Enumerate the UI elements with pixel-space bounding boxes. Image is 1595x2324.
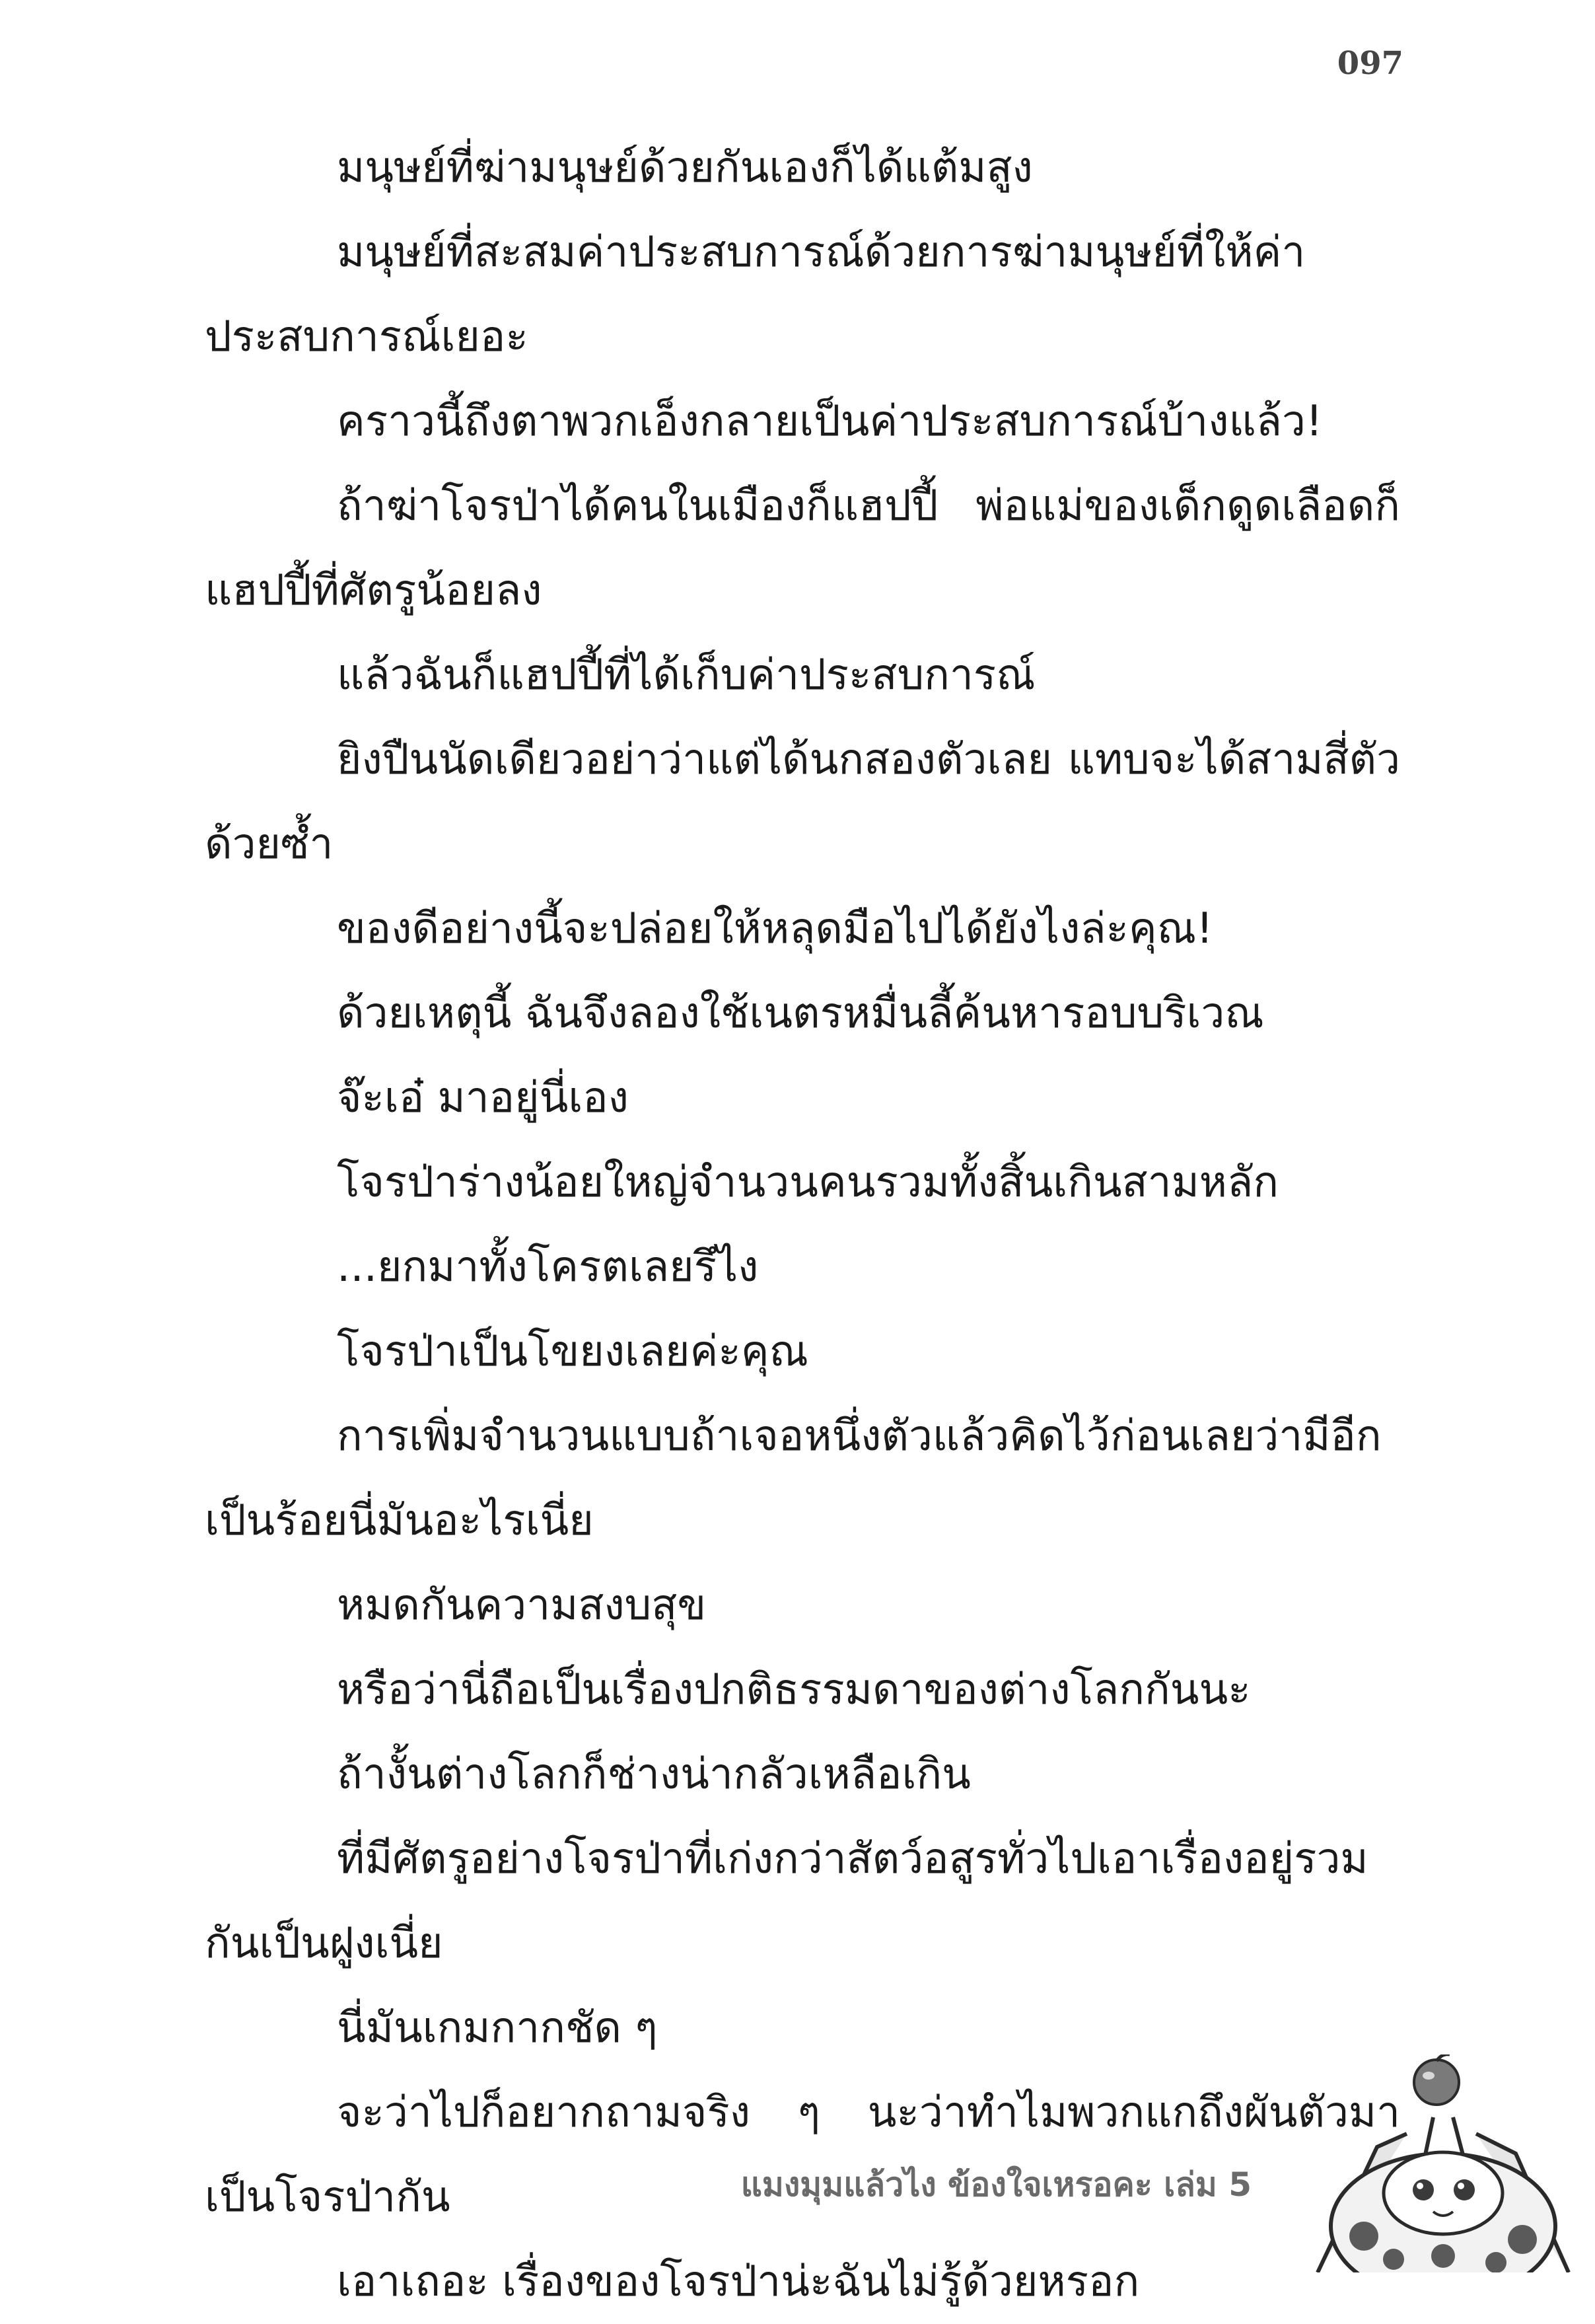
page-number: 097 (1337, 45, 1403, 82)
paragraph: มนุษย์ที่ฆ่ามนุษย์ด้วยกันเองก็ได้แต้มสูง (337, 143, 1033, 192)
spider-mascot-icon (1278, 2054, 1595, 2272)
paragraph: ถ้างั้นต่างโลกก็ช่างน่ากลัวเหลือเกิน (337, 1750, 971, 1799)
paragraph: เอาเถอะ เรื่องของโจรป่าน่ะฉันไม่รู้ด้วยหรอก (337, 2257, 1140, 2306)
paragraph: มนุษย์ที่สะสมค่าประสบการณ์ด้วยการฆ่ามนุษย์ที่ให้ค่าประสบการณ์เยอะ (205, 228, 1306, 361)
paragraph: คราวนี้ถึงตาพวกเอ็งกลายเป็นค่าประสบการณ์บ้างแล้ว! (337, 397, 1323, 446)
paragraph: ด้วยเหตุนี้ ฉันจึงลองใช้เนตรหมื่นลี้ค้นหารอบบริเวณ (337, 989, 1264, 1038)
paragraph: ยิงปืนนัดเดียวอย่าว่าแต่ได้นกสองตัวเลย แทบจะได้สามสี่ตัวด้วยซ้ำ (205, 735, 1400, 869)
paragraph: ของดีอย่างนี้จะปล่อยให้หลุดมือไปได้ยังไงล่ะคุณ! (337, 904, 1213, 953)
paragraph: หมดกันความสงบสุข (337, 1581, 707, 1630)
paragraph: แล้วฉันก็แฮปปี้ที่ได้เก็บค่าประสบการณ์ (337, 651, 1036, 700)
paragraph: โจรป่าเป็นโขยงเลยค่ะคุณ (337, 1327, 808, 1376)
paragraph: การเพิ่มจำนวนแบบถ้าเจอหนึ่งตัวแล้วคิดไว้ก่อนเลยว่ามีอีกเป็นร้อยนี่มันอะไรเนี่ย (205, 1412, 1382, 1545)
paragraph: นี่มันเกมกากชัด ๆ (337, 2004, 658, 2052)
paragraph: จ๊ะเอ๋ มาอยู่นี่เอง (337, 1073, 629, 1122)
paragraph: ...ยกมาทั้งโครตเลยรึไง (337, 1243, 759, 1291)
footer-title: แมงมุมแล้วไง ข้องใจเหรอคะ เล่ม 5 (740, 2165, 1252, 2204)
paragraph: จะว่าไปก็อยากถามจริง ๆ นะว่าทำไมพวกแกถึงผันตัวมาเป็นโจรป่ากัน (205, 2088, 1400, 2222)
body-text (205, 126, 1400, 2324)
paragraph: หรือว่านี่ถือเป็นเรื่องปกติธรรมดาของต่างโลกกันนะ (337, 1665, 1251, 1714)
paragraph: ที่มีศัตรูอย่างโจรป่าที่เก่งกว่าสัตว์อสูรทั่วไปเอาเรื่องอยู่รวมกันเป็นฝูงเนี่ย (205, 1834, 1368, 1968)
paragraph: ถ้าฆ่าโจรป่าได้คนในเมืองก็แฮปปี้ พ่อแม่ของเด็กดูดเลือดก็แฮปปี้ที่ศัตรูน้อยลง (205, 482, 1400, 615)
paragraph: โจรป่าร่างน้อยใหญ่จำนวนคนรวมทั้งสิ้นเกินสามหลัก (337, 1158, 1279, 1207)
